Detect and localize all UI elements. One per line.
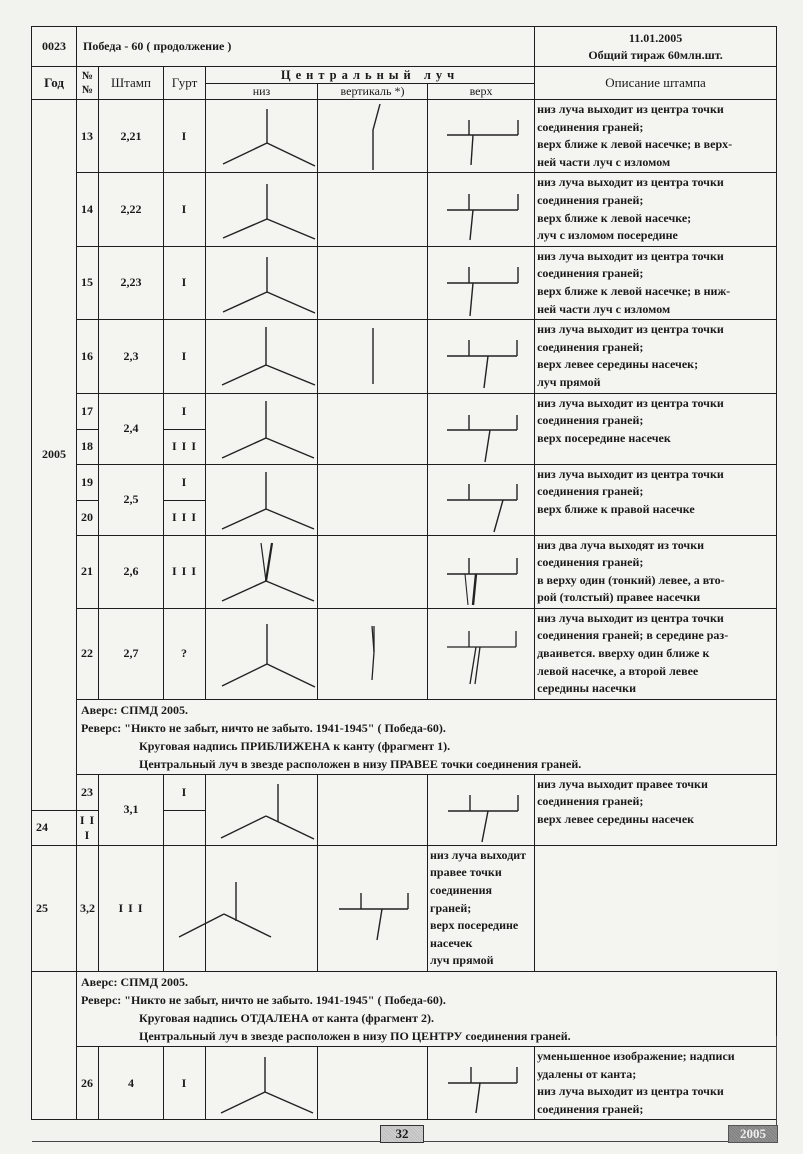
gurt-value: I <box>164 774 206 810</box>
row-number: 19 <box>77 464 99 500</box>
desc-line: соединения граней; <box>430 883 493 915</box>
desc-line: низ луча выходит из центра точки <box>537 466 724 481</box>
desc-line: верх ближе к левой насечке; в верх- <box>537 137 733 152</box>
desc-line: низ два луча выходят из точки <box>537 537 705 552</box>
gurt-value: I <box>164 246 206 319</box>
desc-line: верх левее середины насечек; <box>537 357 699 372</box>
title-row <box>32 27 777 67</box>
notch-ray-icon <box>428 102 535 170</box>
star-junction-icon <box>206 176 318 244</box>
desc-line: низ луча выходит из центра точки <box>537 610 724 625</box>
col-top: верх <box>428 84 535 100</box>
gurt-value: I <box>164 1047 206 1120</box>
bottom-diagram <box>206 608 318 699</box>
col-number-top: № <box>81 70 94 82</box>
row-description <box>535 393 777 464</box>
desc-line: верх посередине насечек <box>537 430 671 445</box>
bottom-diagram <box>206 1047 318 1120</box>
stamp-value: 2,5 <box>99 464 164 535</box>
desc-line: ней части луч с изломом <box>537 154 671 169</box>
col-vertical: вертикаль *) <box>318 84 428 100</box>
desc-line: низ луча выходит из центра точки <box>537 322 724 337</box>
desc-line: соединения граней; <box>537 266 644 281</box>
row-number: 21 <box>77 535 99 608</box>
footer-year-tag: 2005 <box>728 1125 778 1143</box>
row-number: 25 <box>32 845 77 971</box>
vertical-diagram <box>318 464 428 535</box>
desc-line: левой насечке, а второй левее <box>537 663 699 678</box>
desc-line: низ луча выходит правее точки <box>537 776 708 791</box>
stamp-value: 2,22 <box>99 173 164 246</box>
row-description <box>535 464 777 535</box>
desc-line: луч прямой <box>430 953 494 968</box>
col-central-ray: Центральный луч <box>206 67 535 84</box>
row-number: 24 <box>32 810 77 845</box>
row-number: 23 <box>77 774 99 810</box>
bottom-diagram <box>206 393 318 464</box>
star-junction-icon <box>206 395 318 463</box>
avers-text: Аверс: СПМД 2005. <box>81 702 189 717</box>
stamp-value: 2,21 <box>99 100 164 173</box>
notch-ray-icon <box>428 395 535 463</box>
desc-line: низ луча выходит правее точки <box>430 847 527 880</box>
col-stamp: Штамп <box>99 67 164 100</box>
row-description <box>535 608 777 699</box>
inscription-note: Круговая надпись ОТДАЛЕНА от канта (фрагмент 2). <box>139 1011 434 1025</box>
notch-ray-icon <box>428 176 535 244</box>
notch-double-ray-icon <box>428 612 535 696</box>
ray-straight-icon <box>318 322 428 390</box>
desc-line: верх ближе к правой насечке <box>537 501 695 516</box>
vertical-diagram <box>318 393 428 464</box>
table-row <box>32 464 777 500</box>
bottom-diagram <box>206 320 318 393</box>
desc-line: середины насечки <box>537 681 636 696</box>
desc-line: верх посередине насечек <box>430 918 519 950</box>
row-description <box>428 845 535 971</box>
desc-line: верх ближе к левой насечке; в ниж- <box>537 283 731 298</box>
circulation: Общий тираж 60млн.шт. <box>588 47 723 62</box>
avers-text: Аверс: СПМД 2005. <box>81 975 189 989</box>
vertical-diagram <box>318 173 428 246</box>
notch-ray-icon <box>428 322 535 390</box>
gurt-value: I <box>164 173 206 246</box>
note-row <box>32 972 777 1047</box>
col-description: Описание штампа <box>535 67 777 100</box>
desc-line: уменьшенное изображение; надписи <box>537 1049 735 1063</box>
col-bottom: низ <box>206 84 318 100</box>
desc-line: рой (толстый) правее насечки <box>537 590 701 605</box>
desc-line: удалены от канта; <box>537 1066 637 1081</box>
row-number: 26 <box>77 1047 99 1120</box>
table-row <box>32 100 777 173</box>
star-offset-ray-icon <box>206 776 318 844</box>
desc-line: ней части луч с изломом <box>537 301 671 316</box>
note-row <box>32 699 777 774</box>
star-junction-icon <box>206 322 318 390</box>
desc-line: дваивется. вверху один ближе к <box>537 646 710 661</box>
gurt-value: I I I <box>164 500 206 535</box>
row-description <box>535 535 777 608</box>
desc-line: соединения граней; <box>537 119 644 134</box>
variety-note <box>77 972 777 1047</box>
desc-line: луч прямой <box>537 374 601 389</box>
row-description <box>535 320 777 393</box>
bottom-diagram <box>206 100 318 173</box>
table-row <box>32 173 777 246</box>
star-junction-icon <box>206 612 318 696</box>
year-cell: 2005 <box>32 100 77 811</box>
col-number <box>77 67 99 100</box>
desc-line: соединения граней; <box>537 555 644 570</box>
row-description <box>535 173 777 246</box>
gurt-value: I <box>164 100 206 173</box>
top-diagram <box>428 1047 535 1120</box>
top-diagram <box>428 173 535 246</box>
notch-ray-icon <box>428 776 535 844</box>
notch-double-ray-icon <box>428 538 535 606</box>
vertical-diagram <box>318 320 428 393</box>
row-description <box>535 1047 777 1120</box>
desc-line: низ луча выходит из центра точки <box>537 395 724 410</box>
gurt-value: I <box>164 320 206 393</box>
row-number: 16 <box>77 320 99 393</box>
star-junction-icon <box>206 1049 318 1117</box>
bottom-diagram <box>206 464 318 535</box>
bottom-diagram <box>164 845 206 971</box>
bottom-diagram <box>206 246 318 319</box>
desc-line: верх ближе к левой насечке; <box>537 210 692 225</box>
page-number: 32 <box>380 1125 424 1143</box>
notch-ray-icon <box>319 874 426 942</box>
top-diagram <box>428 320 535 393</box>
vertical-diagram <box>318 1047 428 1120</box>
table-row <box>32 1047 777 1120</box>
notch-ray-icon <box>428 466 535 534</box>
desc-line: верх левее середины насечек <box>537 812 695 827</box>
revers-text: Реверс: "Никто не забыт, ничто не забыто. 1941-1945" ( Победа-60). <box>81 720 446 735</box>
vertical-diagram <box>318 774 428 845</box>
revers-text: Реверс: "Никто не забыт, ничто не забыто. 1941-1945" ( Победа-60). <box>81 993 446 1007</box>
stamp-value: 2,7 <box>99 608 164 699</box>
top-diagram <box>428 535 535 608</box>
gurt-value: I I I <box>164 535 206 608</box>
star-double-ray-icon <box>206 538 318 606</box>
col-year: Год <box>32 67 77 100</box>
star-junction-icon <box>206 249 318 317</box>
bottom-diagram <box>206 774 318 845</box>
gurt-value: ? <box>164 608 206 699</box>
top-diagram <box>428 246 535 319</box>
stamp-value: 4 <box>99 1047 164 1120</box>
col-gurt: Гурт <box>164 67 206 100</box>
notch-ray-icon <box>428 1049 535 1117</box>
vertical-diagram <box>318 535 428 608</box>
table-row <box>32 393 777 429</box>
page-title: Победа - 60 ( продолжение ) <box>77 27 535 67</box>
table-row <box>32 320 777 393</box>
desc-line: соединения граней; <box>537 794 644 809</box>
top-diagram <box>318 845 428 971</box>
desc-line: соединения граней; в середине раз- <box>537 628 729 643</box>
ray-kinked-top-icon <box>318 102 428 170</box>
inscription-note: Круговая надпись ПРИБЛИЖЕНА к канту (фрагмент 1). <box>139 738 451 753</box>
table-row <box>32 246 777 319</box>
desc-line: соединения граней; <box>537 192 644 207</box>
year-cell-empty <box>32 972 77 1120</box>
stamp-value: 2,23 <box>99 246 164 319</box>
column-header-row <box>32 67 777 84</box>
star-junction-icon <box>206 102 318 170</box>
top-diagram <box>428 393 535 464</box>
row-number: 20 <box>77 500 99 535</box>
row-description <box>535 246 777 319</box>
row-number: 22 <box>77 608 99 699</box>
top-diagram <box>428 100 535 173</box>
desc-line: низ луча выходит из центра точки <box>537 1084 724 1099</box>
row-number: 14 <box>77 173 99 246</box>
table-row <box>32 774 777 810</box>
desc-line: соединения граней; <box>537 1101 644 1116</box>
vertical-diagram <box>318 100 428 173</box>
notch-ray-icon <box>428 249 535 317</box>
col-number-bottom: № <box>81 84 94 96</box>
vertical-diagram <box>318 608 428 699</box>
bottom-diagram <box>206 173 318 246</box>
desc-line: соединения граней; <box>537 484 644 499</box>
stamp-value: 2,4 <box>99 393 164 464</box>
vertical-diagram <box>318 246 428 319</box>
row-description <box>535 774 777 845</box>
star-junction-icon <box>206 466 318 534</box>
bottom-diagram <box>206 535 318 608</box>
top-diagram <box>428 774 535 845</box>
ray-note: Центральный луч в звезде расположен в низу ПРАВЕЕ точки соединения граней. <box>139 756 582 771</box>
ray-note: Центральный луч в звезде расположен в низу ПО ЦЕНТРУ соединения граней. <box>139 1029 571 1043</box>
table-row <box>32 845 777 971</box>
top-diagram <box>428 464 535 535</box>
table-row <box>32 608 777 699</box>
row-number: 18 <box>77 429 99 464</box>
row-description <box>535 100 777 173</box>
gurt-value: I <box>164 464 206 500</box>
stamp-value: 2,6 <box>99 535 164 608</box>
catalog-code: 0023 <box>32 27 77 67</box>
stamp-catalog-table <box>31 26 777 1120</box>
desc-line: низ луча выходит из центра точки <box>537 175 724 190</box>
table-row <box>32 535 777 608</box>
desc-line: соединения граней; <box>537 339 644 354</box>
desc-line: луч с изломом посередине <box>537 228 678 243</box>
header-meta <box>535 27 777 67</box>
row-number: 13 <box>77 100 99 173</box>
gurt-value: I I I <box>99 845 164 971</box>
vertical-diagram <box>206 845 318 971</box>
gurt-value: I I I <box>164 429 206 464</box>
desc-line: низ луча выходит из центра точки <box>537 248 724 263</box>
desc-line: соединения граней; <box>537 413 644 428</box>
desc-line: низ луча выходит из центра точки <box>537 102 724 116</box>
row-number: 15 <box>77 246 99 319</box>
row-number: 17 <box>77 393 99 429</box>
variety-note <box>77 699 777 774</box>
ray-split-icon <box>318 612 428 696</box>
top-diagram <box>428 608 535 699</box>
issue-date: 11.01.2005 <box>628 30 683 45</box>
stamp-value: 2,3 <box>99 320 164 393</box>
desc-line: в верху один (тонкий) левее, а вто- <box>537 572 725 587</box>
stamp-value: 3,1 <box>99 774 164 845</box>
gurt-value: I <box>164 393 206 429</box>
stamp-value: 3,2 <box>77 845 99 971</box>
gurt-value: I I I <box>77 810 99 845</box>
